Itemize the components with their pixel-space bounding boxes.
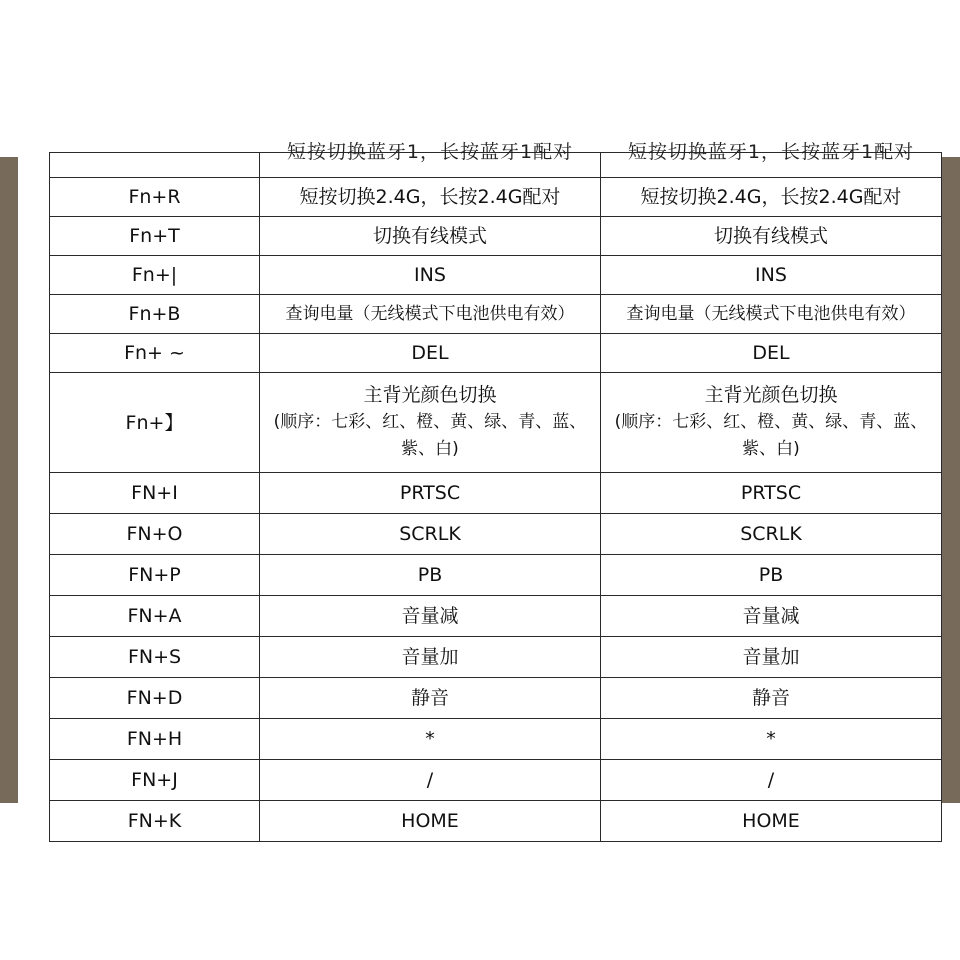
function-cell-b: / <box>601 760 942 801</box>
function-cell-b: INS <box>601 256 942 295</box>
key-cell: FN+D <box>50 678 260 719</box>
key-cell: FN+J <box>50 760 260 801</box>
key-cell: FN+P <box>50 555 260 596</box>
backlight-title: 主背光颜色切换 <box>363 384 497 406</box>
function-cell-b: SCRLK <box>601 514 942 555</box>
function-cell-b: PB <box>601 555 942 596</box>
left-frame-bar <box>0 157 18 803</box>
function-cell-b: 查询电量（无线模式下电池供电有效） <box>601 295 942 334</box>
function-cell-b: 短按切换蓝牙1，长按蓝牙1配对 <box>601 153 942 178</box>
table-viewport <box>49 141 928 832</box>
function-cell-a: SCRLK <box>260 514 601 555</box>
shortcut-table <box>49 141 942 842</box>
function-cell-a: 短按切换蓝牙1，长按蓝牙1配对 <box>260 153 601 178</box>
key-cell: FN+A <box>50 596 260 637</box>
function-cell-a <box>260 373 601 473</box>
key-cell: FN+H <box>50 719 260 760</box>
function-cell-b: 静音 <box>601 678 942 719</box>
function-cell-b: 短按切换2.4G，长按2.4G配对 <box>601 178 942 217</box>
key-cell: Fn+】 <box>50 373 260 473</box>
table-row <box>50 801 942 842</box>
table-row <box>50 373 942 473</box>
table-row <box>50 719 942 760</box>
function-cell-b <box>601 373 942 473</box>
backlight-order: (顺序：七彩、红、橙、黄、绿、青、蓝、紫、白) <box>273 412 587 459</box>
key-cell: FN+S <box>50 637 260 678</box>
key-cell: Fn+B <box>50 295 260 334</box>
function-cell-a: / <box>260 760 601 801</box>
function-cell-a: 切换有线模式 <box>260 217 601 256</box>
table-row <box>50 514 942 555</box>
table-row <box>50 596 942 637</box>
key-cell: Fn+ ~ <box>50 334 260 373</box>
function-cell-b: DEL <box>601 334 942 373</box>
table-row <box>50 295 942 334</box>
function-cell-a: 短按切换2.4G，长按2.4G配对 <box>260 178 601 217</box>
function-cell-b: * <box>601 719 942 760</box>
table-row <box>50 555 942 596</box>
backlight-order: (顺序：七彩、红、橙、黄、绿、青、蓝、紫、白) <box>614 412 928 459</box>
table-row <box>50 678 942 719</box>
table-row <box>50 760 942 801</box>
table-row <box>50 178 942 217</box>
function-cell-b: 音量减 <box>601 596 942 637</box>
function-cell-a: INS <box>260 256 601 295</box>
table-row <box>50 153 942 178</box>
key-cell: FN+K <box>50 801 260 842</box>
key-cell: Fn+T <box>50 217 260 256</box>
key-cell: FN+I <box>50 473 260 514</box>
function-cell-a: 静音 <box>260 678 601 719</box>
key-cell <box>50 153 260 178</box>
key-cell: FN+O <box>50 514 260 555</box>
function-cell-b: 切换有线模式 <box>601 217 942 256</box>
function-cell-b: 音量加 <box>601 637 942 678</box>
function-cell-b: PRTSC <box>601 473 942 514</box>
table-row <box>50 334 942 373</box>
table-row <box>50 217 942 256</box>
function-cell-a: HOME <box>260 801 601 842</box>
function-cell-a: * <box>260 719 601 760</box>
backlight-title: 主背光颜色切换 <box>704 384 838 406</box>
table-row <box>50 256 942 295</box>
function-cell-a: 音量减 <box>260 596 601 637</box>
key-cell: Fn+| <box>50 256 260 295</box>
function-cell-a: 查询电量（无线模式下电池供电有效） <box>260 295 601 334</box>
function-cell-a: PB <box>260 555 601 596</box>
function-cell-a: 音量加 <box>260 637 601 678</box>
function-cell-b: HOME <box>601 801 942 842</box>
function-cell-a: PRTSC <box>260 473 601 514</box>
function-cell-a: DEL <box>260 334 601 373</box>
key-cell: Fn+R <box>50 178 260 217</box>
table-row <box>50 637 942 678</box>
table-row <box>50 473 942 514</box>
right-frame-bar <box>941 157 960 803</box>
